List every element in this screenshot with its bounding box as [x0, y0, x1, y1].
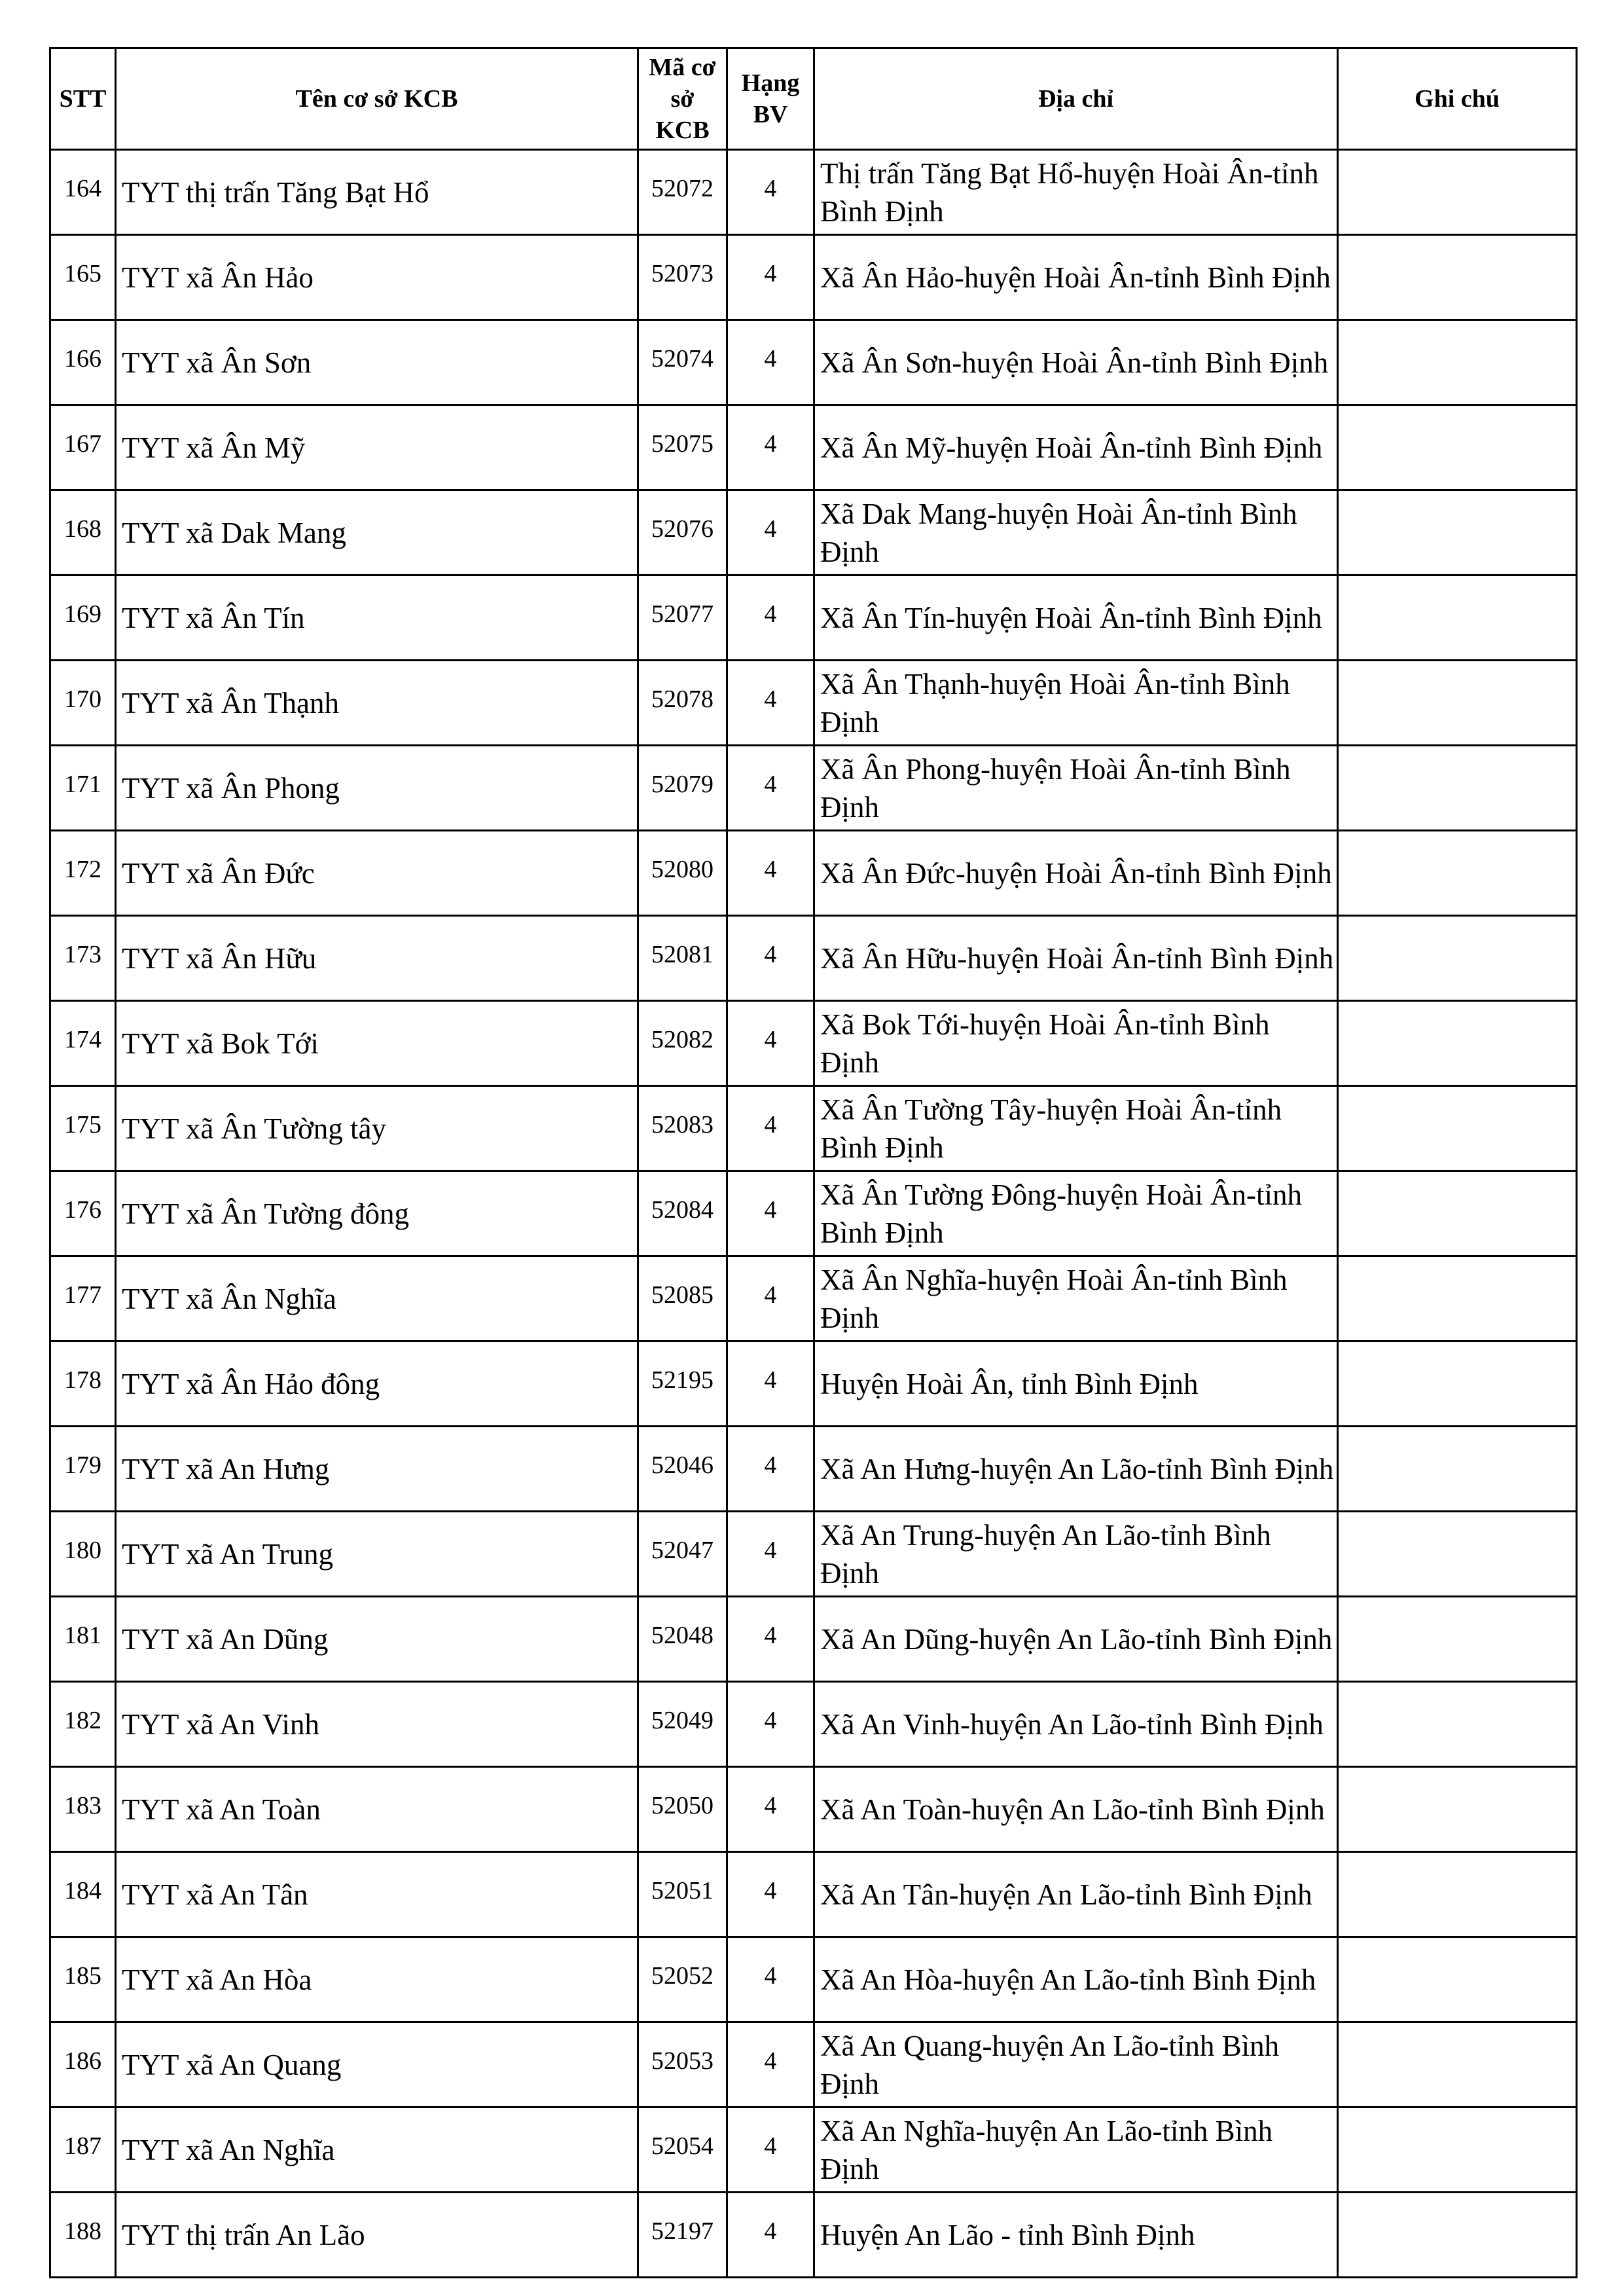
- row-note: [1338, 1086, 1577, 1171]
- row-facility-name: TYT xã Ân Phong: [116, 746, 638, 831]
- row-hospital-rank: 4: [727, 490, 814, 575]
- row-address: Thị trấn Tăng Bạt Hổ-huyện Hoài Ân-tỉnh Bình Định: [814, 150, 1338, 235]
- row-note: [1338, 2022, 1577, 2107]
- table-row: [50, 2107, 1577, 2193]
- table-row: [50, 2193, 1577, 2278]
- row-address: Xã An Tân-huyện An Lão-tỉnh Bình Định: [814, 1852, 1338, 1937]
- row-address: Huyện An Lão - tỉnh Bình Định: [814, 2193, 1338, 2278]
- row-hospital-rank: 4: [727, 2193, 814, 2278]
- row-note: [1338, 150, 1577, 235]
- row-hospital-rank: 4: [727, 1256, 814, 1341]
- row-address: Xã Ân Hữu-huyện Hoài Ân-tỉnh Bình Định: [814, 916, 1338, 1001]
- table-row: [50, 1427, 1577, 1512]
- row-stt: 185: [50, 1937, 116, 2022]
- row-hospital-rank: 4: [727, 1937, 814, 2022]
- row-address: Xã Ân Hảo-huyện Hoài Ân-tỉnh Bình Định: [814, 235, 1338, 320]
- row-stt: 181: [50, 1597, 116, 1682]
- row-address: Xã Ân Sơn-huyện Hoài Ân-tỉnh Bình Định: [814, 320, 1338, 405]
- row-address: Xã Ân Thạnh-huyện Hoài Ân-tỉnh Bình Định: [814, 661, 1338, 746]
- row-facility-name: TYT xã Ân Tường tây: [116, 1086, 638, 1171]
- row-facility-name: TYT xã An Dũng: [116, 1597, 638, 1682]
- row-hospital-rank: 4: [727, 575, 814, 661]
- table-row: [50, 916, 1577, 1001]
- row-hospital-rank: 4: [727, 916, 814, 1001]
- row-stt: 176: [50, 1171, 116, 1256]
- row-note: [1338, 1512, 1577, 1597]
- row-facility-code: 52050: [638, 1767, 727, 1852]
- row-stt: 182: [50, 1682, 116, 1767]
- row-stt: 178: [50, 1341, 116, 1427]
- row-facility-name: TYT xã Ân Mỹ: [116, 405, 638, 490]
- row-hospital-rank: 4: [727, 150, 814, 235]
- row-address: Xã An Trung-huyện An Lão-tỉnh Bình Định: [814, 1512, 1338, 1597]
- row-hospital-rank: 4: [727, 1682, 814, 1767]
- header-address: Địa chỉ: [814, 48, 1338, 150]
- table-row: [50, 150, 1577, 235]
- row-note: [1338, 746, 1577, 831]
- table-row: [50, 2022, 1577, 2107]
- header-facility-name: Tên cơ sở KCB: [116, 48, 638, 150]
- row-hospital-rank: 4: [727, 2107, 814, 2193]
- row-facility-name: TYT xã An Vinh: [116, 1682, 638, 1767]
- row-address: Huyện Hoài Ân, tỉnh Bình Định: [814, 1341, 1338, 1427]
- row-note: [1338, 1937, 1577, 2022]
- row-note: [1338, 575, 1577, 661]
- row-address: Xã Bok Tới-huyện Hoài Ân-tỉnh Bình Định: [814, 1001, 1338, 1086]
- row-facility-code: 52047: [638, 1512, 727, 1597]
- row-facility-code: 52048: [638, 1597, 727, 1682]
- row-facility-code: 52085: [638, 1256, 727, 1341]
- row-facility-name: TYT xã Ân Tường đông: [116, 1171, 638, 1256]
- row-note: [1338, 1597, 1577, 1682]
- row-facility-name: TYT xã Ân Đức: [116, 831, 638, 916]
- row-address: Xã Ân Nghĩa-huyện Hoài Ân-tỉnh Bình Định: [814, 1256, 1338, 1341]
- row-facility-name: TYT xã Ân Hữu: [116, 916, 638, 1001]
- row-note: [1338, 1682, 1577, 1767]
- row-facility-code: 52049: [638, 1682, 727, 1767]
- header-note: Ghi chú: [1338, 48, 1577, 150]
- row-hospital-rank: 4: [727, 1512, 814, 1597]
- table-row: [50, 1341, 1577, 1427]
- row-address: Xã Ân Phong-huyện Hoài Ân-tỉnh Bình Định: [814, 746, 1338, 831]
- row-address: Xã Ân Tường Đông-huyện Hoài Ân-tỉnh Bình Định: [814, 1171, 1338, 1256]
- row-facility-name: TYT xã An Trung: [116, 1512, 638, 1597]
- row-facility-name: TYT thị trấn Tăng Bạt Hổ: [116, 150, 638, 235]
- row-address: Xã An Hưng-huyện An Lão-tỉnh Bình Định: [814, 1427, 1338, 1512]
- row-stt: 165: [50, 235, 116, 320]
- row-stt: 164: [50, 150, 116, 235]
- row-stt: 167: [50, 405, 116, 490]
- row-facility-name: TYT xã Ân Thạnh: [116, 661, 638, 746]
- row-facility-code: 52082: [638, 1001, 727, 1086]
- row-note: [1338, 831, 1577, 916]
- row-facility-code: 52052: [638, 1937, 727, 2022]
- row-note: [1338, 661, 1577, 746]
- row-hospital-rank: 4: [727, 1001, 814, 1086]
- row-facility-code: 52197: [638, 2193, 727, 2278]
- table-row: [50, 1256, 1577, 1341]
- row-facility-code: 52083: [638, 1086, 727, 1171]
- row-note: [1338, 916, 1577, 1001]
- header-stt: STT: [50, 48, 116, 150]
- row-facility-code: 52081: [638, 916, 727, 1001]
- table-row: [50, 1512, 1577, 1597]
- row-hospital-rank: 4: [727, 1427, 814, 1512]
- row-facility-name: TYT xã Bok Tới: [116, 1001, 638, 1086]
- row-facility-code: 52046: [638, 1427, 727, 1512]
- row-hospital-rank: 4: [727, 2022, 814, 2107]
- row-stt: 168: [50, 490, 116, 575]
- table-row: [50, 1001, 1577, 1086]
- row-facility-name: TYT thị trấn An Lão: [116, 2193, 638, 2278]
- row-facility-code: 52077: [638, 575, 727, 661]
- row-address: Xã An Dũng-huyện An Lão-tỉnh Bình Định: [814, 1597, 1338, 1682]
- row-hospital-rank: 4: [727, 1852, 814, 1937]
- row-facility-name: TYT xã An Hòa: [116, 1937, 638, 2022]
- row-note: [1338, 1171, 1577, 1256]
- row-facility-code: 52053: [638, 2022, 727, 2107]
- table-row: [50, 575, 1577, 661]
- table-body: [50, 150, 1577, 2278]
- row-stt: 183: [50, 1767, 116, 1852]
- row-hospital-rank: 4: [727, 1086, 814, 1171]
- row-facility-name: TYT xã Ân Nghĩa: [116, 1256, 638, 1341]
- row-hospital-rank: 4: [727, 405, 814, 490]
- table-row: [50, 1597, 1577, 1682]
- row-stt: 180: [50, 1512, 116, 1597]
- table-row: [50, 661, 1577, 746]
- header-facility-code: Mã cơ sở KCB: [638, 48, 727, 150]
- row-address: Xã Dak Mang-huyện Hoài Ân-tỉnh Bình Định: [814, 490, 1338, 575]
- row-facility-code: 52075: [638, 405, 727, 490]
- row-stt: 187: [50, 2107, 116, 2193]
- row-facility-name: TYT xã Ân Sơn: [116, 320, 638, 405]
- table-header-row: [50, 48, 1577, 150]
- row-hospital-rank: 4: [727, 1597, 814, 1682]
- row-hospital-rank: 4: [727, 746, 814, 831]
- row-facility-name: TYT xã An Toàn: [116, 1767, 638, 1852]
- row-note: [1338, 1001, 1577, 1086]
- row-note: [1338, 2107, 1577, 2193]
- row-note: [1338, 405, 1577, 490]
- table-row: [50, 746, 1577, 831]
- row-facility-name: TYT xã An Quang: [116, 2022, 638, 2107]
- row-stt: 169: [50, 575, 116, 661]
- row-stt: 175: [50, 1086, 116, 1171]
- row-note: [1338, 1427, 1577, 1512]
- row-stt: 170: [50, 661, 116, 746]
- row-facility-code: 52078: [638, 661, 727, 746]
- row-address: Xã Ân Mỹ-huyện Hoài Ân-tỉnh Bình Định: [814, 405, 1338, 490]
- row-facility-name: TYT xã An Hưng: [116, 1427, 638, 1512]
- row-hospital-rank: 4: [727, 235, 814, 320]
- row-address: Xã Ân Đức-huyện Hoài Ân-tỉnh Bình Định: [814, 831, 1338, 916]
- row-hospital-rank: 4: [727, 320, 814, 405]
- row-stt: 188: [50, 2193, 116, 2278]
- facility-table: [49, 47, 1578, 2278]
- row-facility-name: TYT xã An Tân: [116, 1852, 638, 1937]
- row-stt: 173: [50, 916, 116, 1001]
- row-note: [1338, 320, 1577, 405]
- row-facility-code: 52076: [638, 490, 727, 575]
- row-hospital-rank: 4: [727, 661, 814, 746]
- row-stt: 166: [50, 320, 116, 405]
- row-note: [1338, 1767, 1577, 1852]
- row-note: [1338, 1852, 1577, 1937]
- table-row: [50, 1086, 1577, 1171]
- row-address: Xã An Hòa-huyện An Lão-tỉnh Bình Định: [814, 1937, 1338, 2022]
- row-stt: 174: [50, 1001, 116, 1086]
- table-row: [50, 1937, 1577, 2022]
- table-row: [50, 235, 1577, 320]
- row-facility-code: 52195: [638, 1341, 727, 1427]
- row-facility-code: 52084: [638, 1171, 727, 1256]
- row-facility-code: 52073: [638, 235, 727, 320]
- row-facility-name: TYT xã Ân Hảo đông: [116, 1341, 638, 1427]
- row-hospital-rank: 4: [727, 1171, 814, 1256]
- row-stt: 186: [50, 2022, 116, 2107]
- row-note: [1338, 235, 1577, 320]
- table-row: [50, 1767, 1577, 1852]
- header-hospital-rank: Hạng BV: [727, 48, 814, 150]
- row-facility-code: 52079: [638, 746, 727, 831]
- row-note: [1338, 1256, 1577, 1341]
- row-address: Xã An Vinh-huyện An Lão-tỉnh Bình Định: [814, 1682, 1338, 1767]
- row-stt: 177: [50, 1256, 116, 1341]
- row-address: Xã Ân Tường Tây-huyện Hoài Ân-tỉnh Bình Định: [814, 1086, 1338, 1171]
- row-facility-name: TYT xã Dak Mang: [116, 490, 638, 575]
- row-address: Xã Ân Tín-huyện Hoài Ân-tỉnh Bình Định: [814, 575, 1338, 661]
- row-address: Xã An Nghĩa-huyện An Lão-tỉnh Bình Định: [814, 2107, 1338, 2193]
- row-stt: 172: [50, 831, 116, 916]
- row-facility-name: TYT xã Ân Hảo: [116, 235, 638, 320]
- table-row: [50, 1852, 1577, 1937]
- row-facility-name: TYT xã Ân Tín: [116, 575, 638, 661]
- row-note: [1338, 1341, 1577, 1427]
- row-hospital-rank: 4: [727, 831, 814, 916]
- row-hospital-rank: 4: [727, 1341, 814, 1427]
- row-facility-code: 52054: [638, 2107, 727, 2193]
- table-row: [50, 405, 1577, 490]
- row-note: [1338, 2193, 1577, 2278]
- row-stt: 171: [50, 746, 116, 831]
- row-facility-code: 52074: [638, 320, 727, 405]
- row-facility-code: 52072: [638, 150, 727, 235]
- row-hospital-rank: 4: [727, 1767, 814, 1852]
- row-address: Xã An Toàn-huyện An Lão-tỉnh Bình Định: [814, 1767, 1338, 1852]
- table-row: [50, 490, 1577, 575]
- row-facility-code: 52080: [638, 831, 727, 916]
- table-row: [50, 1682, 1577, 1767]
- row-facility-code: 52051: [638, 1852, 727, 1937]
- row-address: Xã An Quang-huyện An Lão-tỉnh Bình Định: [814, 2022, 1338, 2107]
- row-facility-name: TYT xã An Nghĩa: [116, 2107, 638, 2193]
- table-row: [50, 320, 1577, 405]
- table-row: [50, 1171, 1577, 1256]
- row-stt: 179: [50, 1427, 116, 1512]
- row-stt: 184: [50, 1852, 116, 1937]
- row-note: [1338, 490, 1577, 575]
- table-row: [50, 831, 1577, 916]
